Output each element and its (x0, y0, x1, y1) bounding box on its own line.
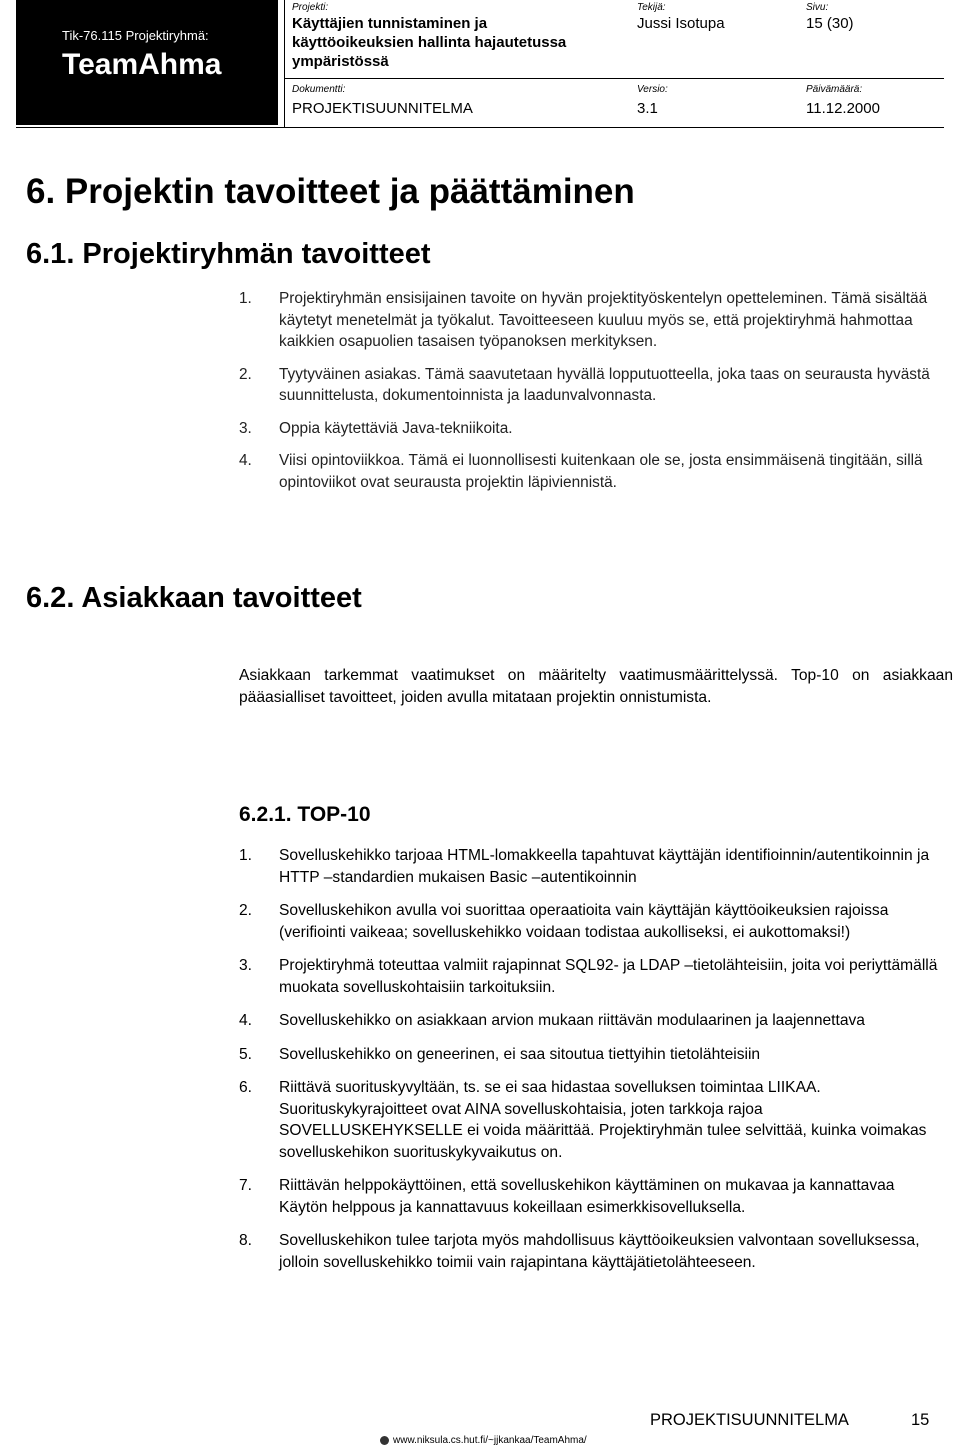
globe-icon (380, 1436, 389, 1445)
header-divider (284, 0, 285, 127)
list-text: Oppia käytettäviä Java-tekniikoita. (279, 419, 513, 437)
project-label: Projekti: (292, 2, 329, 13)
header-divider (284, 78, 944, 79)
list-number: 2. (239, 902, 253, 919)
list-text: Riittävä suorituskyvyltään, ts. se ei saa hidastaa sovelluksen toimintaa LIIKAA. Suorituskykyrajoitteet ovat AINA sovelluskohtaisia, joten tarkkoja rajoa SOVELLUSKEHYKSELLE ei voida määrittää. Projektiryhmän tulee selvittää, kuinka voimakas sovelluskehikon suorituskykyvaikutus on. (279, 1079, 927, 1161)
version-value: 3.1 (637, 100, 658, 117)
author-name: Jussi Isotupa (637, 15, 725, 32)
list-number: 4. (239, 452, 252, 469)
course-label: Tik-76.115 Projektiryhmä: (62, 28, 209, 43)
subsection-title-6-2-1: 6.2.1. TOP-10 (239, 803, 371, 826)
footer-url-text: www.niksula.cs.hut.fi/~jjkankaa/TeamAhma/ (393, 1435, 587, 1446)
subsection-title-6-1: 6.1. Projektiryhmän tavoitteet (26, 238, 431, 270)
list-text: Sovelluskehikon tulee tarjota myös mahdollisuus käyttöoikeuksien valvontaan sovelluksessa, jolloin sovelluskehikko toimii vain rajapintana käyttäjätietolähteeseen. (279, 1232, 920, 1271)
list-item (239, 1175, 939, 1218)
list-number: 8. (239, 1232, 253, 1249)
page-label: Sivu: (806, 2, 829, 13)
list-text: Riittävän helppokäyttöinen, että sovelluskehikon käyttäminen on mukavaa ja kannattavaa Käytön helppous ja kannattavuus kokeillaan esimerkkisovelluksella. (279, 1177, 895, 1216)
list-item (239, 845, 939, 888)
section-title: 6. Projektin tavoitteet ja päättäminen (26, 172, 635, 211)
project-title-line1: Käyttäjien tunnistaminen ja (292, 15, 488, 32)
list-item (239, 288, 939, 353)
list-item (239, 900, 939, 943)
list-number: 7. (239, 1177, 253, 1194)
list-item (239, 1044, 939, 1066)
list-number: 3. (239, 957, 253, 974)
document-name: PROJEKTISUUNNITELMA (292, 100, 473, 117)
date-value: 11.12.2000 (806, 100, 880, 117)
list-item (239, 450, 939, 493)
list-item (239, 1230, 939, 1273)
version-label: Versio: (637, 84, 668, 95)
top10-list (239, 845, 939, 1273)
list-number: 2. (239, 365, 252, 383)
project-title-line3: ympäristössä (292, 53, 389, 70)
list-text: Viisi opintoviikkoa. Tämä ei luonnollisesti kuitenkaan ole se, josta ensimmäisenä tingitään, sillä opintoviikot ovat seurausta projektin läpiviennistä. (279, 452, 923, 491)
list-number: 4. (239, 1012, 253, 1029)
author-label: Tekijä: (637, 2, 666, 13)
list-number: 1. (239, 290, 252, 307)
list-text: Projektiryhmä toteuttaa valmiit rajapinnat SQL92- ja LDAP –tietolähteisiin, joita voi periyttämällä muokata sovelluskohtaisiin tarkoituksiin. (279, 957, 938, 996)
list-text: Tyytyväinen asiakas. Tämä saavutetaan hyvällä lopputuotteella, joka taas on seurausta hyvästä suunnittelusta, dokumentoinnista ja laadunvalvonnasta. (279, 365, 930, 404)
team-name: TeamAhma (62, 48, 222, 81)
list-item (239, 1077, 939, 1163)
list-number: 6. (239, 1079, 253, 1096)
list-number: 1. (239, 847, 253, 864)
list-item (239, 418, 939, 440)
list-item (239, 1010, 939, 1032)
header-divider (16, 127, 944, 128)
list-text: Sovelluskehikko on geneerinen, ei saa sitoutua tiettyihin tietolähteisiin (279, 1045, 761, 1063)
footer-url (380, 1435, 587, 1446)
project-title-line2: käyttöoikeuksien hallinta hajautetussa (292, 34, 567, 51)
client-goals-paragraph: Asiakkaan tarkemmat vaatimukset on määritelty vaatimusmäärittelyssä. Top-10 on asiakkaan pääasialliset tavoitteet, joiden avulla mitataan projektin onnistumista. (239, 667, 953, 706)
page-count: 15 (30) (806, 15, 854, 32)
document-label: Dokumentti: (292, 84, 346, 95)
list-item (239, 364, 939, 407)
list-number: 3. (239, 419, 252, 437)
list-item (239, 955, 939, 998)
team-logo-block (16, 0, 278, 125)
footer-document-title: PROJEKTISUUNNITELMA (650, 1411, 849, 1429)
footer-page-number: 15 (911, 1411, 930, 1429)
list-text: Sovelluskehikko tarjoaa HTML-lomakkeella tapahtuvat käyttäjän identifioinnin/autentikoinnin ja HTTP –standardien mukaisen Basic –autentikoinnin (279, 847, 930, 886)
list-text: Sovelluskehikon avulla voi suorittaa operaatioita vain käyttäjän käyttöoikeuksien rajoissa (verifiointi vaikeaa; sovelluskehikko voidaan todistaa aukolliseksi, ei aukottomaksi!) (279, 902, 889, 941)
list-number: 5. (239, 1045, 253, 1063)
subsection-title-6-2: 6.2. Asiakkaan tavoitteet (26, 582, 362, 614)
date-label: Päivämäärä: (806, 84, 863, 95)
list-text: Sovelluskehikko on asiakkaan arvion mukaan riittävän modulaarinen ja laajennettava (279, 1012, 865, 1029)
list-text: Projektiryhmän ensisijainen tavoite on hyvän projektityöskentelyn opetteleminen. Tämä sisältää käytetyt menetelmät ja työkalut. Tavoitteeseen kuuluu myös se, että projektiryhmä hahmottaa kaikkien osapuolien tasaisen työpanoksen merkityksen. (279, 290, 928, 350)
goals-list (239, 288, 939, 493)
document-header (0, 0, 960, 130)
